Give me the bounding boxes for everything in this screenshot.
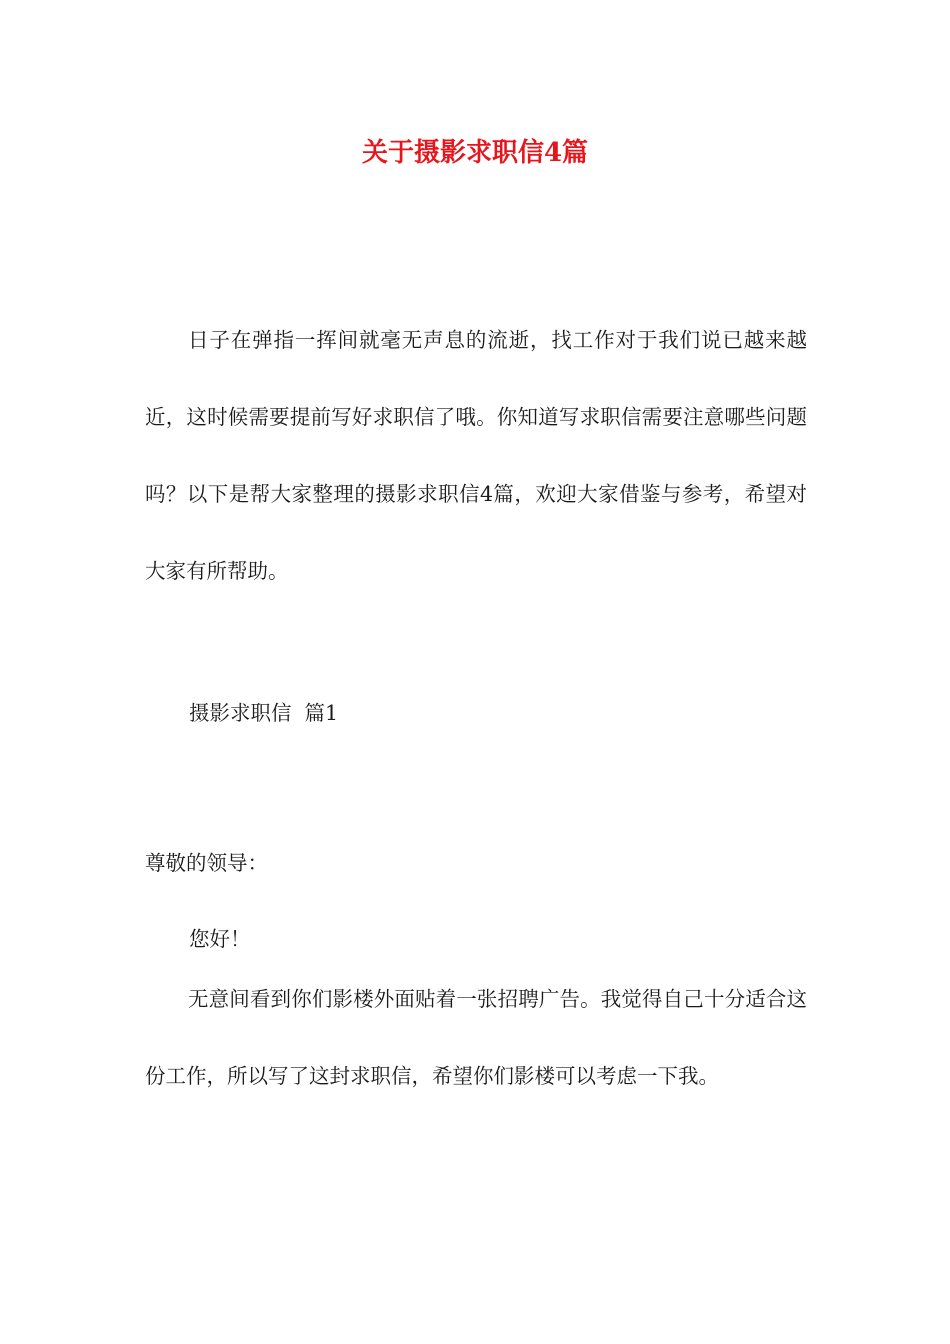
letter-salutation: 尊敬的领导： xyxy=(145,851,268,875)
letter-heading: 摄影求职信 篇1 xyxy=(189,701,339,725)
letter-greeting: 您好！ xyxy=(189,927,251,951)
document-title: 关于摄影求职信4篇 xyxy=(361,138,589,168)
letter-body-paragraph: 无意间看到你们影楼外面贴着一张招聘广告。我觉得自己十分适合这份工作，所以写了这封求职信，希望你们影楼可以考虑一下我。 xyxy=(145,987,807,1088)
intro-paragraph: 日子在弹指一挥间就毫无声息的流逝，找工作对于我们说已越来越近，这时候需要提前写好求职信了哦。你知道写求职信需要注意哪些问题吗？以下是帮大家整理的摄影求职信4篇，欢迎大家借鉴与参考，希望对大家有所帮助。 xyxy=(145,328,807,583)
